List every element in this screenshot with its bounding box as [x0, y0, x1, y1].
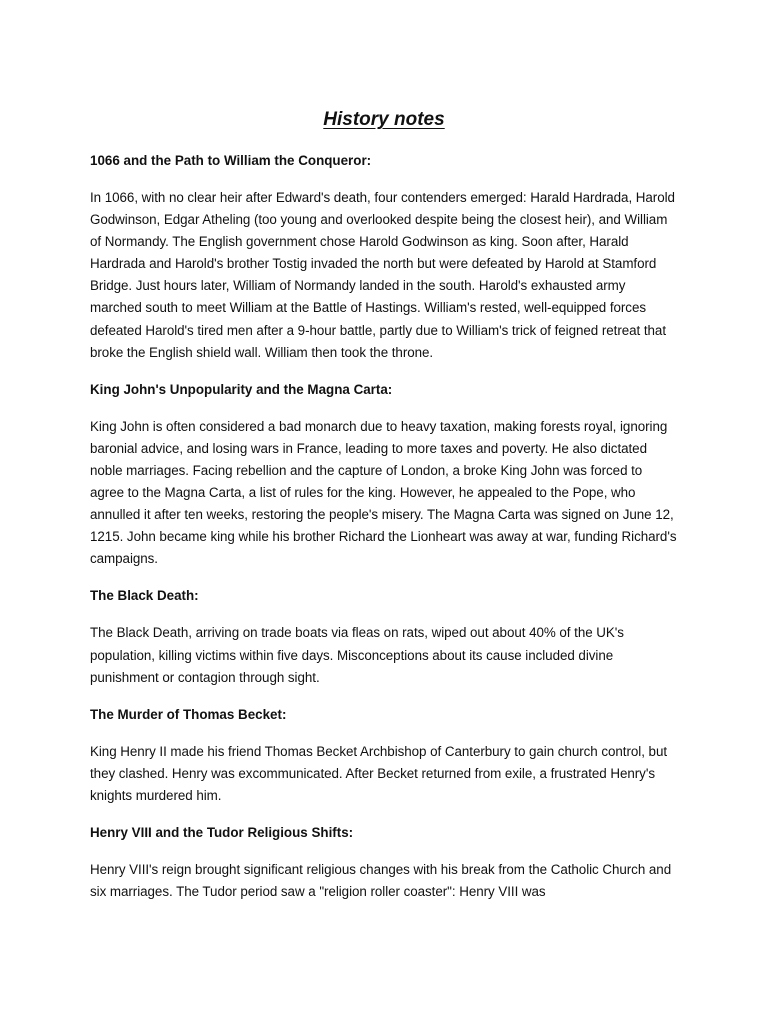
section-paragraph: Henry VIII's reign brought significant religious changes with his break from the Catholic Church and six marriages. The Tudor period saw a "religion roller coaster": Henry VIII was — [90, 861, 672, 900]
section-heading: The Murder of Thomas Becket: — [90, 706, 287, 722]
section-heading: The Black Death: — [90, 588, 199, 604]
document-title: History notes — [323, 109, 445, 130]
section-paragraph: In 1066, with no clear heir after Edward's death, four contenders emerged: Harald Hardrada, Harold Godwinson, Edgar Atheling (too young and overlooked despite being the closest heir), and William of Normandy. The English government chose Harold Godwinson as king. Soon after, Harald Hardrada and Harold's brother Tostig invaded the north but were defeated by Harold at Stamford Bridge. Just hours later, William of Normandy landed in the south. Harold's exhausted army marched south to meet William at the Battle of Hastings. William's rested, well-equipped forces defeated Harold's tired men after a 9-hour battle, partly due to William's trick of feigned retreat that broke the English shield wall. William then took the throne. — [90, 190, 675, 360]
section-thomas-becket — [90, 704, 678, 807]
section-paragraph: The Black Death, arriving on trade boats via fleas on rats, wiped out about 40% of the UK's population, killing victims within five days. Misconceptions about its cause included divine punishment or contagion through sight. — [90, 625, 624, 685]
document-page — [90, 107, 678, 918]
section-king-john — [90, 379, 678, 571]
section-paragraph: King John is often considered a bad monarch due to heavy taxation, making forests royal, ignoring baronial advice, and losing wars in France, leading to more taxes and poverty. He also dictated noble marriages. Facing rebellion and the capture of London, a broke King John was forced to agree to the Magna Carta, a list of rules for the king. However, he appealed to the Pope, who annulled it after ten weeks, restoring the people's misery. The Magna Carta was signed on June 12, 1215. John became king while his brother Richard the Lionheart was away at war, funding Richard's campaigns. — [90, 418, 677, 567]
section-heading: 1066 and the Path to William the Conqueror: — [90, 153, 372, 168]
section-heading: Henry VIII and the Tudor Religious Shifts: — [90, 824, 354, 840]
section-paragraph: King Henry II made his friend Thomas Becket Archbishop of Canterbury to gain church control, but they clashed. Henry was excommunicated. After Becket returned from exile, a frustrated Henry's knights murdered him. — [90, 743, 668, 803]
section-black-death — [90, 585, 678, 688]
section-1066 — [90, 150, 678, 364]
section-heading: King John's Unpopularity and the Magna Carta: — [90, 381, 393, 397]
section-henry-viii — [90, 822, 678, 903]
